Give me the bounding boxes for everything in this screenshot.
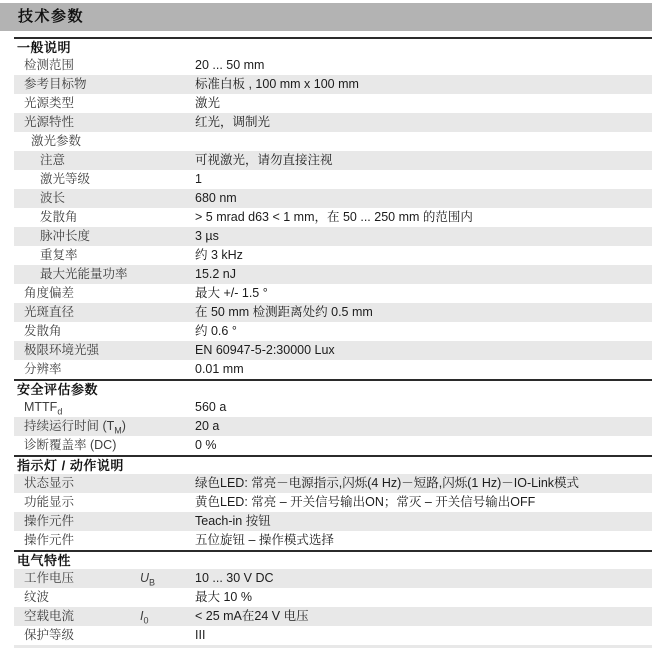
- param-symbol: [140, 322, 195, 341]
- spec-row: [14, 227, 652, 246]
- section-title: 安全评估参数: [17, 382, 99, 397]
- param-symbol: [140, 113, 195, 132]
- spec-row: [14, 360, 652, 379]
- param-label: 角度偏差: [24, 286, 75, 300]
- param-symbol: [140, 151, 195, 170]
- param-label: 操作元件: [24, 533, 75, 547]
- spec-row: [14, 531, 652, 550]
- param-symbol: [140, 474, 195, 493]
- param-label: 脉冲长度: [40, 229, 91, 243]
- param-symbol: [140, 512, 195, 531]
- spec-row: [14, 75, 652, 94]
- param-symbol: [140, 303, 195, 322]
- param-symbol: [140, 132, 195, 151]
- param-value: 红光，调制光: [195, 115, 271, 129]
- spec-row: [14, 284, 652, 303]
- param-symbol: [140, 493, 195, 512]
- param-value: > 5 mrad d63 < 1 mm，在 50 ... 250 mm 的范围内: [195, 210, 473, 224]
- param-symbol: [140, 588, 195, 607]
- param-value: 标准白板 , 100 mm x 100 mm: [195, 77, 359, 91]
- section-title: 指示灯 / 动作说明: [17, 458, 124, 473]
- text-part: U: [140, 571, 150, 585]
- param-value: 绿色LED: 常亮－电源指示,闪烁(4 Hz)－短路,闪烁(1 Hz)－IO-Link模式: [195, 476, 580, 490]
- param-value: 15.2 nJ: [195, 267, 237, 281]
- param-value: 可视激光，请勿直接注视: [195, 153, 333, 167]
- param-label: 注意: [40, 153, 66, 167]
- param-label: 操作元件: [24, 514, 75, 528]
- subscript-text: 0: [143, 615, 149, 626]
- param-label: 分辨率: [24, 362, 62, 376]
- param-symbol: [140, 436, 195, 455]
- spec-row: [14, 322, 652, 341]
- spec-row: [14, 246, 652, 265]
- param-value: 560 a: [195, 400, 227, 414]
- spec-row: [14, 341, 652, 360]
- param-value: 黄色LED: 常亮 – 开关信号输出ON；常灭 – 开关信号输出OFF: [195, 495, 536, 509]
- param-label: 光源类型: [24, 96, 75, 110]
- param-label: 重复率: [40, 248, 78, 262]
- param-value: 0.01 mm: [195, 362, 244, 376]
- spec-row: [14, 189, 652, 208]
- subscript-text: B: [149, 577, 156, 588]
- param-value: 20 a: [195, 419, 220, 433]
- param-label: 发散角: [24, 324, 62, 338]
- param-value: 约 0.6 °: [195, 324, 237, 338]
- param-label: 检测范围: [24, 58, 75, 72]
- spec-section: [14, 455, 652, 550]
- param-value: 最大 +/- 1.5 °: [195, 286, 268, 300]
- param-symbol: [140, 246, 195, 265]
- spec-row: [14, 113, 652, 132]
- param-value: 五位旋钮 – 操作模式选择: [195, 533, 334, 547]
- param-symbol: [140, 75, 195, 94]
- param-value: 激光: [195, 96, 221, 110]
- spec-row: [14, 493, 652, 512]
- text-part: MTTF: [24, 400, 58, 414]
- spec-row: [14, 417, 652, 436]
- text-part: I: [140, 609, 144, 623]
- spec-row: [14, 398, 652, 417]
- spec-row: [14, 588, 652, 607]
- param-symbol: [140, 227, 195, 246]
- param-label: 保护等级: [24, 628, 75, 642]
- spec-section: [14, 379, 652, 455]
- param-label: 光源特性: [24, 115, 75, 129]
- param-label: 参考目标物: [24, 77, 87, 91]
- param-symbol: [140, 607, 195, 626]
- param-label: [14, 417, 140, 436]
- param-value: III: [195, 628, 206, 642]
- param-value: 1: [195, 172, 202, 186]
- spec-row: [14, 607, 652, 626]
- spec-row: [14, 436, 652, 455]
- spec-row: [14, 512, 652, 531]
- text-part: 持续运行时间 (T: [24, 419, 115, 433]
- param-value: 680 nm: [195, 191, 237, 205]
- spec-row: [14, 208, 652, 227]
- param-value: 20 ... 50 mm: [195, 58, 265, 72]
- spec-section: [14, 37, 652, 379]
- param-symbol: [140, 265, 195, 284]
- param-label: 工作电压: [24, 571, 75, 585]
- param-symbol: [140, 569, 195, 588]
- spec-row: [14, 474, 652, 493]
- param-label: 空载电流: [24, 609, 75, 623]
- subscript-text: d: [57, 406, 63, 417]
- spec-row: [14, 265, 652, 284]
- param-label: [14, 398, 140, 417]
- param-label: 光斑直径: [24, 305, 75, 319]
- param-value: [195, 132, 652, 151]
- param-label: 极限环境光强: [24, 343, 100, 357]
- param-symbol: [140, 56, 195, 75]
- spec-row: [14, 94, 652, 113]
- text-part: ): [121, 419, 126, 433]
- spec-row: [14, 569, 652, 588]
- spec-row: [14, 56, 652, 75]
- param-value: 10 ... 30 V DC: [195, 571, 274, 585]
- param-value: < 25 mA在24 V 电压: [195, 609, 309, 623]
- param-symbol: [140, 284, 195, 303]
- spec-row: [14, 303, 652, 322]
- spec-section: [14, 550, 652, 645]
- param-symbol: [140, 531, 195, 550]
- param-symbol: [140, 341, 195, 360]
- param-symbol: [140, 189, 195, 208]
- param-label: 功能显示: [24, 495, 75, 509]
- param-label: 激光等级: [40, 172, 91, 186]
- param-label: 纹波: [24, 590, 50, 604]
- subscript-text: M: [114, 425, 122, 436]
- spec-row: [14, 132, 652, 151]
- spec-row: [14, 170, 652, 189]
- spec-table: [14, 37, 652, 645]
- param-symbol: [140, 360, 195, 379]
- param-label: 发散角: [40, 210, 78, 224]
- param-value: 在 50 mm 检测距离处约 0.5 mm: [195, 305, 373, 319]
- param-value: 约 3 kHz: [195, 248, 243, 262]
- param-value: EN 60947-5-2:30000 Lux: [195, 343, 335, 357]
- param-symbol: [140, 94, 195, 113]
- param-value: Teach-in 按钮: [195, 514, 271, 528]
- section-title: 一般说明: [17, 40, 72, 55]
- param-symbol: [140, 208, 195, 227]
- spec-row: [14, 626, 652, 645]
- param-symbol: [140, 170, 195, 189]
- param-symbol: [140, 417, 195, 436]
- param-label: 诊断覆盖率 (DC): [24, 438, 117, 452]
- param-label: 激光参数: [31, 134, 82, 148]
- param-value: 3 µs: [195, 229, 219, 243]
- section-title: 电气特性: [17, 553, 72, 568]
- param-label: 状态显示: [24, 476, 75, 490]
- param-symbol: [140, 398, 195, 417]
- spec-row: [14, 151, 652, 170]
- page-title: 技术参数: [0, 3, 652, 31]
- param-value: 最大 10 %: [195, 590, 252, 604]
- param-label: 最大光能量功率: [40, 267, 128, 281]
- param-symbol: [140, 626, 195, 645]
- param-label: 波长: [40, 191, 66, 205]
- param-value: 0 %: [195, 438, 217, 452]
